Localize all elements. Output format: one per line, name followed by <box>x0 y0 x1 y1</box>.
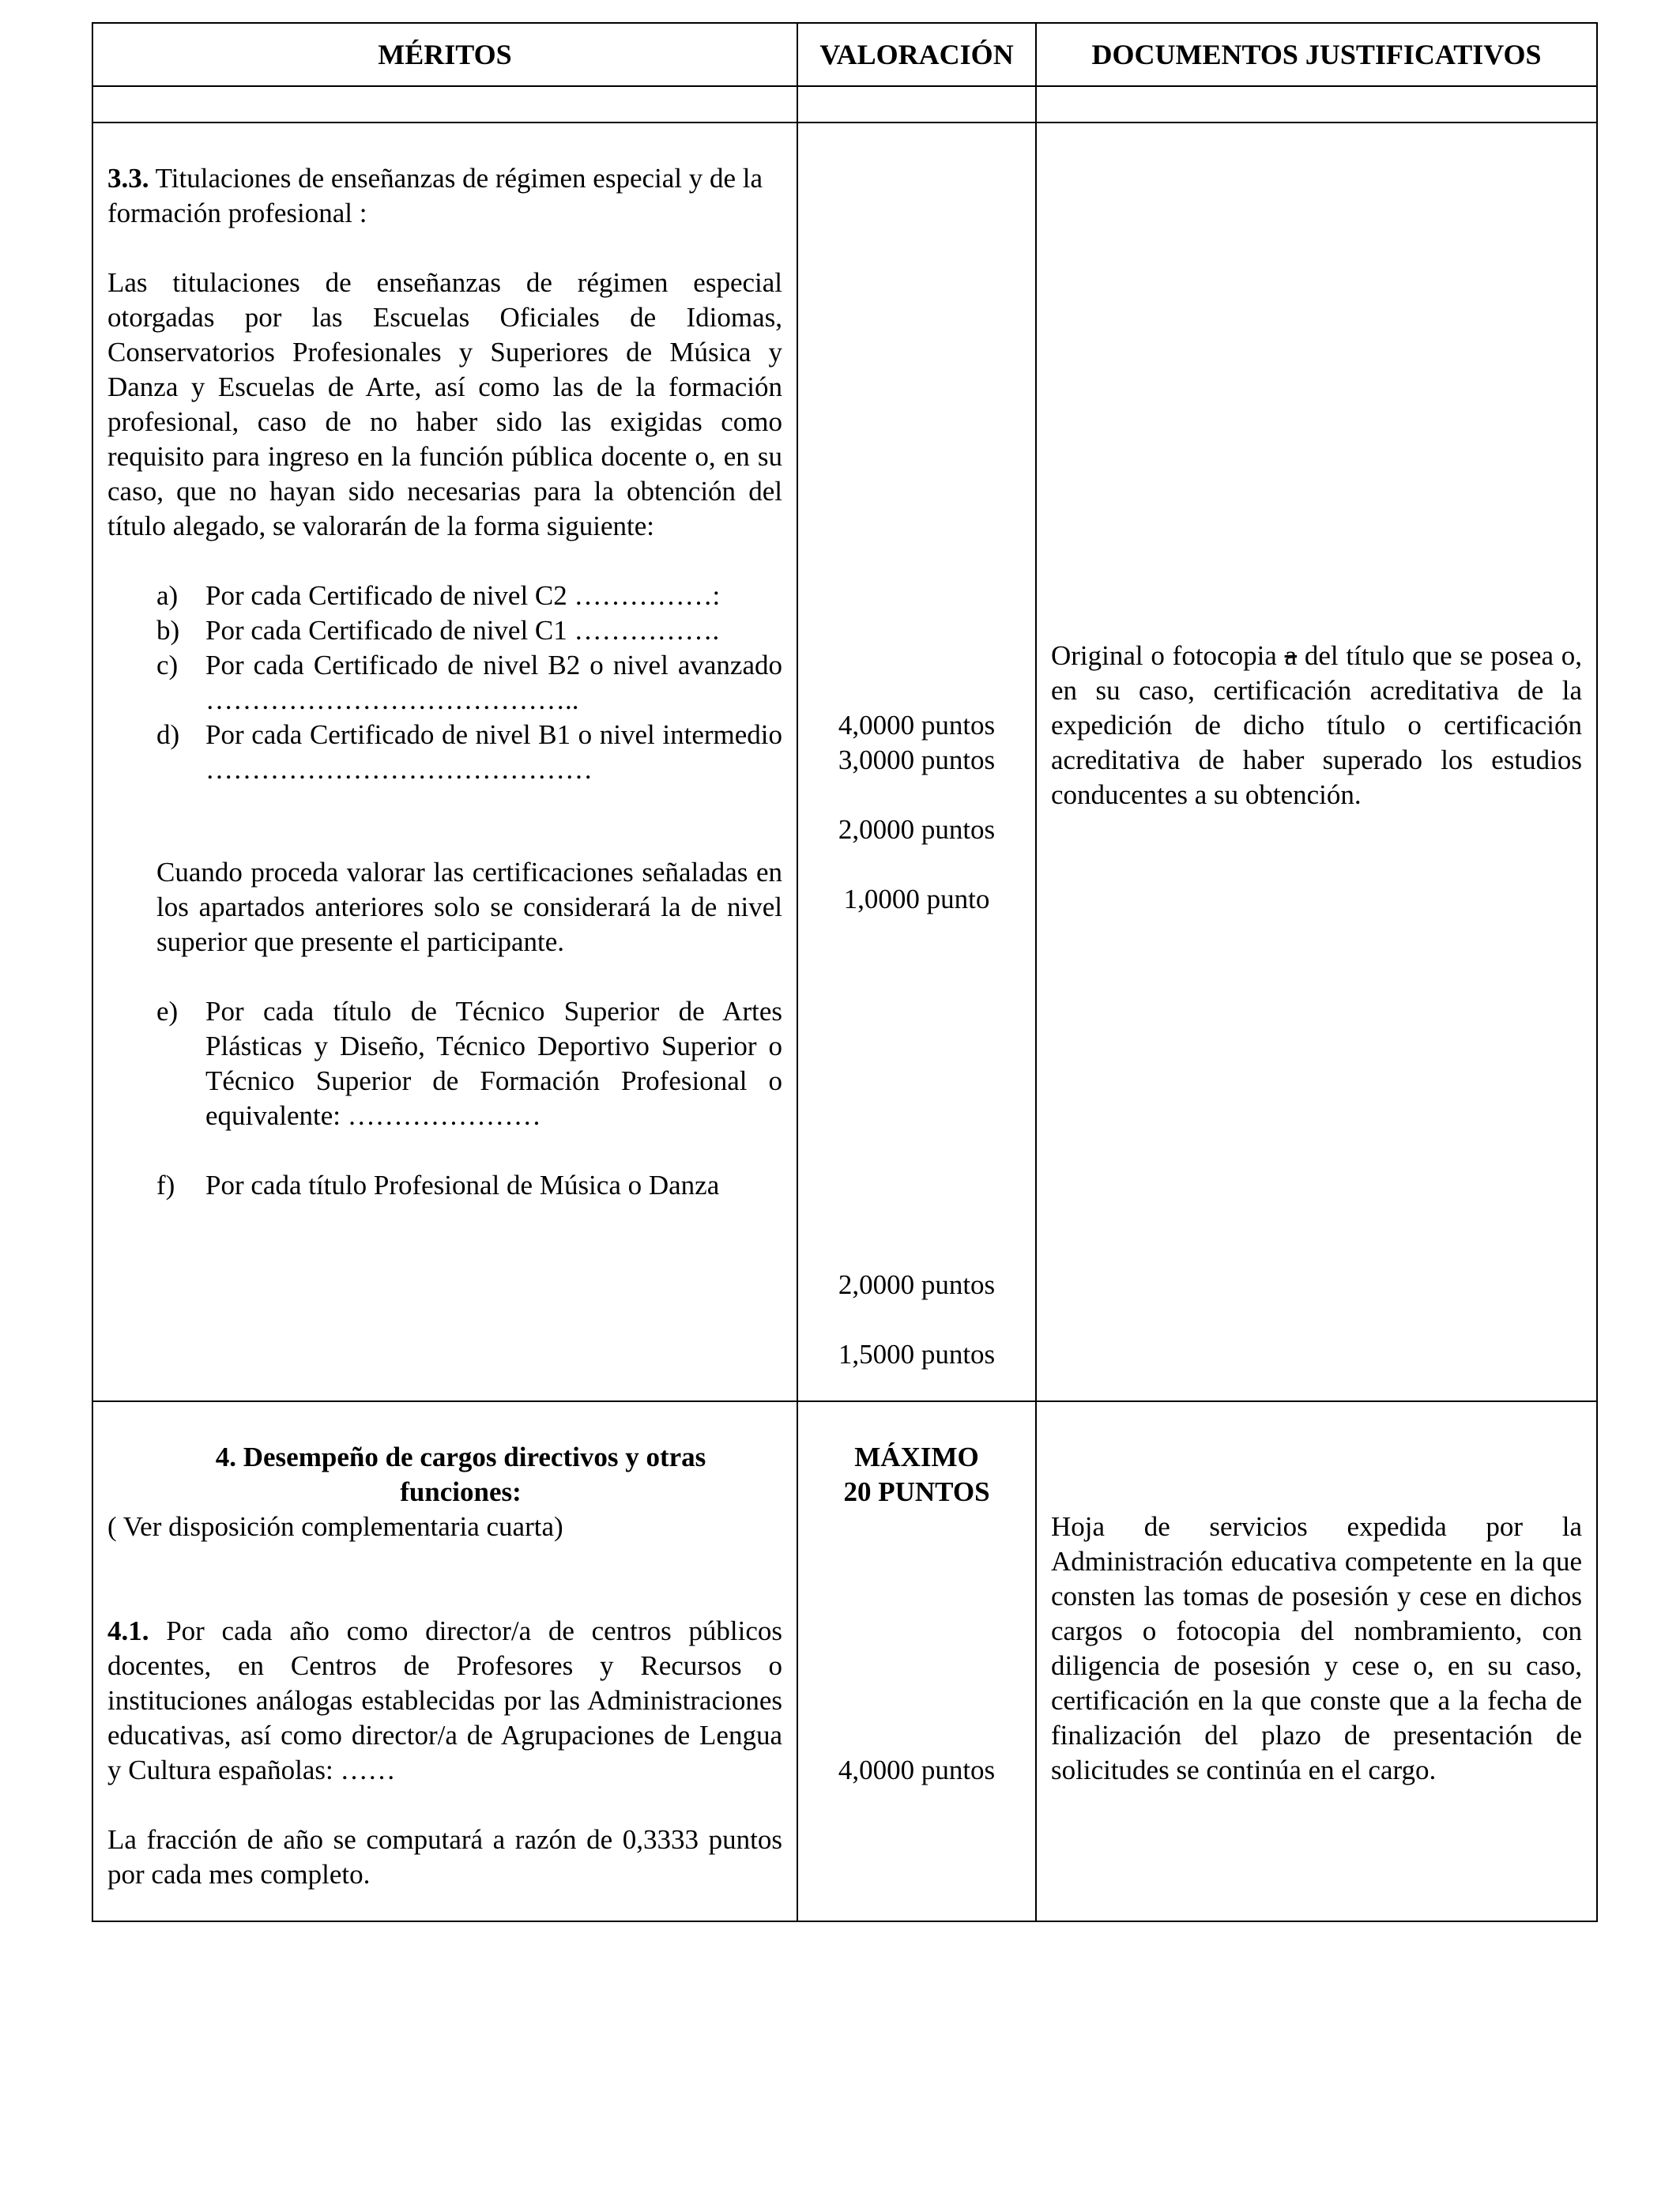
list-item: d) Por cada Certificado de nivel B1 o nivel intermedio …………………………………… <box>156 719 782 785</box>
section-3-3-note: Cuando proceda valorar las certificaciones señaladas en los apartados anteriores solo se considerará la de nivel superior que presente el participante. <box>156 857 782 957</box>
list-item: f) Por cada título Profesional de Música o Danza <box>156 1170 720 1201</box>
section-3-3-row <box>92 123 1597 1401</box>
section-4-1-text: 4.1. Por cada año como director/a de centros públicos docentes, en Centros de Profesores y Recursos o instituciones análogas establecidas por las Administraciones educativas, así como director/a de Agrupaciones de Lengua y Cultura españolas: …… <box>107 1615 782 1785</box>
list-item: a) Por cada Certificado de nivel C2 ……………: <box>156 580 721 611</box>
section-4-documentos <box>1036 1401 1597 1921</box>
section-4-meritos <box>92 1401 797 1921</box>
header-row <box>92 23 1597 86</box>
spacer-row <box>92 86 1597 123</box>
section-4-heading: 4. Desempeño de cargos directivos y otras funciones: <box>215 1442 706 1507</box>
section-4-docs: Hoja de servicios expedida por la Administración educativa competente en la que consten las tomas de posesión y cese en dichos cargos o fotocopia del nombramiento, con diligencia de posesión y cese o, en su caso, certificación en la que conste que a la fecha de finalización del plazo de presentación de solicitudes se continúa en el cargo. <box>1051 1511 1582 1785</box>
header-documentos: DOCUMENTOS JUSTIFICATIVOS <box>1036 23 1597 86</box>
value-c: 2,0000 puntos <box>838 814 996 845</box>
section-4-valoracion <box>797 1401 1036 1921</box>
value-f: 1,5000 puntos <box>838 1339 996 1370</box>
header-valoracion: VALORACIÓN <box>797 23 1036 86</box>
value-b: 3,0000 puntos <box>838 745 996 775</box>
header-meritos: MÉRITOS <box>92 23 797 86</box>
list-item: c) Por cada Certificado de nivel B2 o nivel avanzado ………………………………….. <box>156 650 782 715</box>
section-3-3-documentos <box>1036 123 1597 1401</box>
list-item: b) Por cada Certificado de nivel C1 ……………. <box>156 615 720 646</box>
value-a: 4,0000 puntos <box>838 710 996 741</box>
max-line-2: 20 PUNTOS <box>843 1476 990 1507</box>
merits-table <box>92 22 1598 1922</box>
section-4-fraction: La fracción de año se computará a razón de 0,3333 puntos por cada mes completo. <box>107 1824 782 1890</box>
section-3-3-title: 3.3. Titulaciones de enseñanzas de régimen especial y de la formación profesional : <box>107 163 763 228</box>
value-d: 1,0000 punto <box>843 884 990 914</box>
section-3-3-intro: Las titulaciones de enseñanzas de régimen especial otorgadas por las Escuelas Oficiales de Idiomas, Conservatorios Profesionales y Superiores de Música y Danza y Escuelas de Arte, así como las de la formación profesional, caso de no haber sido las exigidas como requisito para ingreso en la función pública docente o, en su caso, que no hayan sido necesarias para la obtención del título alegado, se valorarán de la forma siguiente: <box>107 267 782 541</box>
list-item: e) Por cada título de Técnico Superior de Artes Plásticas y Diseño, Técnico Deportivo Superior o Técnico Superior de Formación Profesional o equivalente: ………………… <box>156 996 782 1131</box>
section-4-ref: ( Ver disposición complementaria cuarta) <box>107 1511 563 1542</box>
section-3-3-docs: Original o fotocopia a del título que se posea o, en su caso, certificación acreditativa de la expedición de dicho título o certificación acreditativa de haber superado los estudios conducentes a su obtención. <box>1051 640 1582 810</box>
value-4-1: 4,0000 puntos <box>838 1755 996 1785</box>
section-3-3-meritos <box>92 123 797 1401</box>
section-3-3-valoracion <box>797 123 1036 1401</box>
value-e: 2,0000 puntos <box>838 1269 996 1300</box>
section-4-row <box>92 1401 1597 1921</box>
max-line-1: MÁXIMO <box>854 1442 979 1472</box>
